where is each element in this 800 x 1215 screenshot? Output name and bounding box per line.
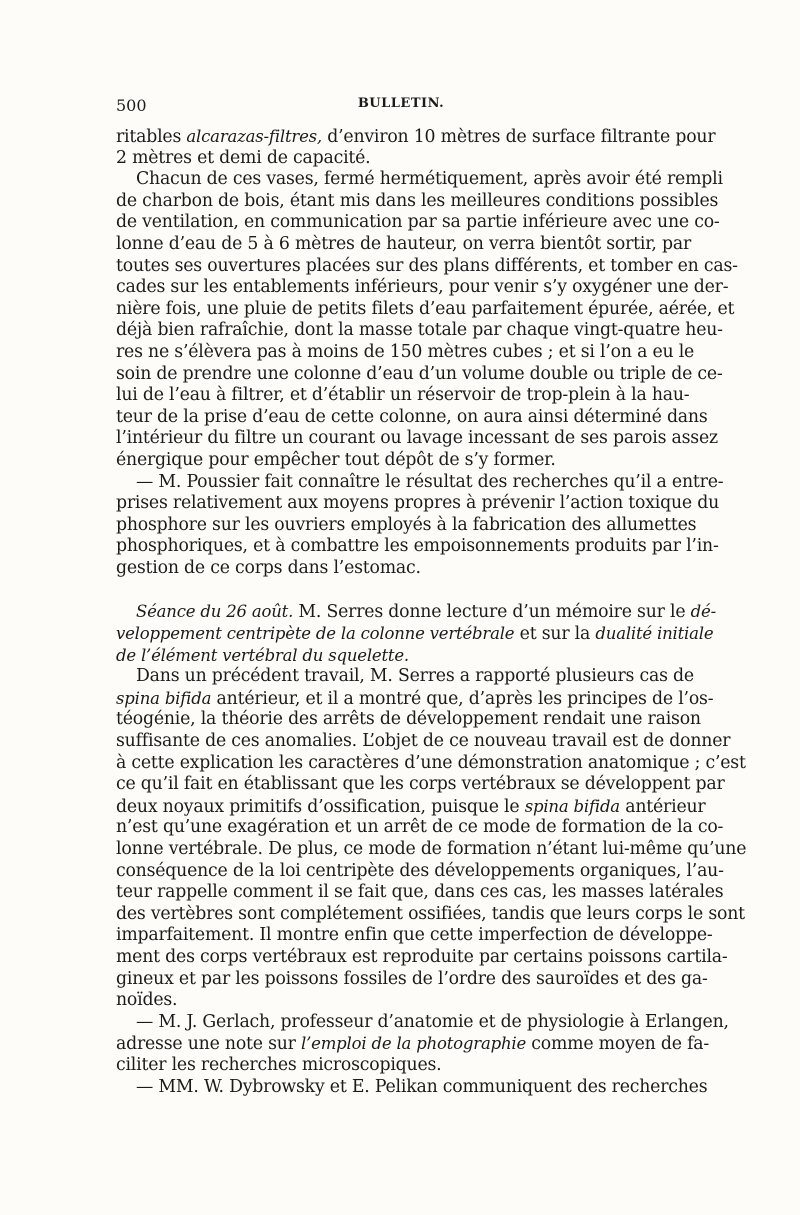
- text-run: suffisante de ces anomalies. L’objet de ce nouveau travail est de donner: [116, 731, 731, 752]
- text-run: lonne vertébrale. De plus, ce mode de formation n’étant lui-même qu’une: [116, 839, 747, 859]
- text-line: [116, 471, 724, 494]
- text-line: [116, 1055, 686, 1077]
- text-line: [116, 320, 723, 342]
- text-line: [116, 450, 686, 472]
- text-run: téogénie, la théorie des arrêts de développement rendait une raison: [116, 709, 701, 730]
- text-line: [116, 990, 686, 1012]
- text-run: toutes ses ouvertures placées sur des plans différents, et tomber en cas-: [116, 255, 738, 276]
- text-line: [116, 623, 714, 645]
- text-run: ritables: [116, 127, 187, 147]
- text-run: lonne d’eau de 5 à 6 mètres de hauteur, on verra bientôt sortir, par: [116, 233, 692, 254]
- text-line: [116, 148, 686, 170]
- text-run: nière fois, une pluie de petits filets d’eau parfaitement épurée, aérée, et: [116, 298, 735, 319]
- italic-text: spina bifida: [116, 688, 212, 708]
- text-line: [116, 817, 724, 839]
- page-number: 500: [116, 96, 147, 115]
- text-run: — MM. W. Dybrowsky et E. Pelikan communiquent des recherches: [136, 1076, 708, 1097]
- text-run: imparfaitement. Il montre enfin que cette imperfection de développe-: [116, 925, 713, 946]
- text-run: énergique pour empêcher tout dépôt de s’y former.: [116, 449, 556, 470]
- text-run: n’est qu’une exagération et un arrêt de ce mode de formation de la co-: [116, 817, 724, 838]
- text-run: antérieur, et il a montré que, d’après les principes de l’os-: [211, 688, 714, 709]
- text-run: — M. J. Gerlach, professeur d’anatomie et de physiologie à Erlangen,: [136, 1011, 729, 1032]
- text-line: [116, 688, 714, 710]
- text-run: gineux et par les poissons fossiles de l’ordre des sauroïdes et des ga-: [116, 968, 708, 989]
- text-run: phosphore sur les ouvriers employés à la fabrication des allumettes: [116, 514, 697, 535]
- italic-text: veloppement centripète de la colonne vertébrale: [116, 624, 515, 644]
- text-run: cades sur les entablements inférieurs, pour venir s’y oxygéner une der-: [116, 277, 729, 298]
- text-run: gestion de ce corps dans l’estomac.: [116, 557, 421, 578]
- text-run: Dans un précédent travail, M. Serres a rapporté plusieurs cas de: [136, 666, 694, 687]
- text-line: [116, 1033, 710, 1055]
- text-line: [116, 601, 716, 623]
- text-line: [116, 212, 720, 234]
- text-line: [116, 903, 745, 926]
- text-line: [116, 277, 729, 299]
- running-title: BULLETIN.: [357, 96, 445, 111]
- text-run: adresse une note sur: [116, 1034, 302, 1055]
- text-run: Chacun de ces vases, fermé hermétiquement, après avoir été rempli: [136, 169, 723, 190]
- text-line: [116, 298, 735, 321]
- text-line: [116, 731, 731, 753]
- text-run: M. Serres donne lecture d’un mémoire sur le: [293, 602, 691, 623]
- text-line: [116, 666, 694, 688]
- text-line: [116, 190, 719, 213]
- italic-text: dualité initiale: [595, 624, 714, 644]
- text-run: teur de la prise d’eau de cette colonne, on aura ainsi déterminé dans: [116, 406, 708, 427]
- text-run: de ventilation, en communication par sa partie inférieure avec une co-: [116, 212, 720, 233]
- page-header: [116, 96, 686, 120]
- text-line: [116, 860, 724, 883]
- text-line: [116, 882, 724, 904]
- text-run: teur rappelle comment il se fait que, dans ces cas, les masses latérales: [116, 882, 724, 903]
- text-line: [116, 839, 747, 861]
- text-line: [116, 493, 720, 515]
- text-run: prises relativement aux moyens propres à prévenir l’action toxique du: [116, 493, 720, 514]
- text-line: [116, 1076, 708, 1099]
- text-line: [116, 925, 713, 947]
- text-line: [116, 645, 686, 667]
- text-run: soin de prendre une colonne d’eau d’un volume double ou triple de ce-: [116, 363, 723, 384]
- text-run: déjà bien rafraîchie, dont la masse totale par chaque vingt-quatre heu-: [116, 320, 723, 341]
- text-run: ciliter les recherches microscopiques.: [116, 1054, 442, 1075]
- text-run: l’intérieur du filtre un courant ou lavage incessant de ses parois assez: [116, 428, 718, 449]
- text-run: d’environ 10 mètres de surface filtrante pour: [321, 127, 716, 147]
- text-run: phosphoriques, et à combattre les empoisonnements produits par l’in-: [116, 536, 719, 557]
- text-line: [116, 968, 708, 991]
- text-line: [116, 946, 728, 969]
- text-run: et sur la: [514, 624, 596, 645]
- text-run: des vertèbres sont complétement ossifiées, tandis que leurs corps le sont: [116, 903, 745, 924]
- text-line: [116, 233, 692, 256]
- text-run: lui de l’eau à filtrer, et d’établir un réservoir de trop-plein à la hau-: [116, 385, 690, 406]
- text-line: [116, 255, 738, 278]
- text-run: 2 mètres et demi de capacité.: [116, 147, 371, 168]
- text-line: [116, 558, 686, 580]
- italic-text: Séance du 26 août.: [136, 602, 294, 622]
- text-line: [116, 169, 723, 191]
- text-line: [116, 385, 690, 407]
- italic-text: de l’élément vertébral du squelette.: [116, 645, 409, 665]
- text-run: comme moyen de fa-: [526, 1034, 710, 1055]
- text-line: [116, 709, 701, 731]
- italic-text: alcarazas-filtres,: [186, 127, 322, 146]
- text-line: [116, 752, 746, 775]
- text-run: de charbon de bois, étant mis dans les meilleures conditions possibles: [116, 190, 719, 211]
- text-line: [116, 796, 706, 818]
- text-line: [116, 363, 723, 386]
- text-run: — M. Poussier fait connaître le résultat des recherches qu’il a entre-: [136, 471, 724, 492]
- text-line: [116, 774, 725, 796]
- text-run: res ne s’élèvera pas à moins de 150 mètres cubes ; et si l’on a eu le: [116, 341, 695, 362]
- italic-text: l’emploi de la photographie: [301, 1034, 527, 1054]
- text-line: [116, 536, 719, 558]
- italic-text: spina bifida: [524, 796, 620, 816]
- paragraph-gap: [116, 579, 686, 601]
- body-text: [116, 126, 747, 1098]
- text-run: à cette explication les caractères d’une démonstration anatomique ; c’est: [116, 752, 746, 773]
- text-run: ment des corps vertébraux est reproduite par certains poissons cartila-: [116, 946, 728, 967]
- text-run: deux noyaux primitifs d’ossification, puisque le: [116, 796, 525, 817]
- text-line: [116, 1011, 729, 1034]
- text-run: ce qu’il fait en établissant que les corps vertébraux se développent par: [116, 774, 725, 795]
- text-line: [116, 428, 718, 450]
- text-line: [116, 126, 716, 148]
- text-run: noïdes.: [116, 990, 178, 1011]
- text-line: [116, 406, 708, 429]
- text-line: [116, 341, 695, 364]
- text-run: antérieur: [619, 796, 706, 817]
- text-line: [116, 514, 697, 537]
- text-run: conséquence de la loi centripète des développements organiques, l’au-: [116, 860, 724, 881]
- italic-text: dé-: [690, 602, 716, 622]
